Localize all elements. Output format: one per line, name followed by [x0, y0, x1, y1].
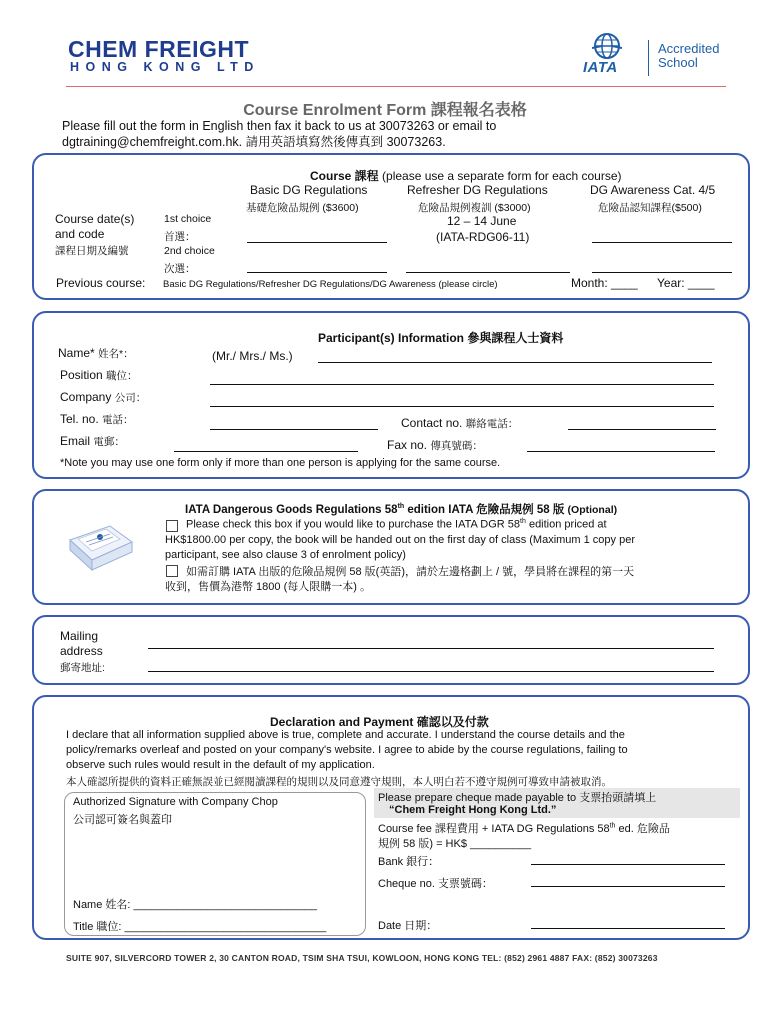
- name-label: [58, 346, 134, 361]
- awareness-first-choice-field[interactable]: [592, 242, 732, 243]
- dgr-optional: (Optional): [567, 504, 618, 516]
- course-col-refresher: Refresher DG Regulations: [407, 183, 548, 197]
- course-col-awareness: DG Awareness Cat. 4/5: [590, 183, 716, 197]
- second-choice-label-zh: 次選：: [164, 263, 196, 275]
- cheque-note: Please prepare cheque made payable to 支票抬頭請填上: [378, 792, 657, 804]
- contact-label-en: Contact no.: [401, 416, 463, 430]
- position-label-zh: 職位：: [106, 370, 138, 382]
- previous-course-label: Previous course:: [56, 276, 146, 290]
- company-field[interactable]: [210, 406, 714, 407]
- dgr-text-1a: Please check this box if you would like to purchase the IATA DGR 58: [186, 518, 521, 531]
- declaration-text-1: I declare that all information supplied above is true, complete and accurate. I understand the course details and the: [66, 729, 625, 741]
- name-field[interactable]: [318, 362, 712, 363]
- previous-course-options[interactable]: Basic DG Regulations/Refresher DG Regulations/DG Awareness (please circle): [163, 279, 498, 290]
- position-field[interactable]: [210, 384, 714, 385]
- date-field[interactable]: [531, 928, 725, 929]
- declaration-text-2: policy/remarks overleaf and posted on your company's website. I agree to abide by the course regulations, failing to: [66, 744, 628, 756]
- mailing-label-1: Mailing: [60, 629, 99, 643]
- refresher-date: 12 – 14 June: [447, 214, 517, 228]
- course-fee-amount-field[interactable]: 規例 58 版) = HK$ __________: [378, 838, 532, 850]
- name-prefix: (Mr./ Mrs./ Ms.): [212, 349, 293, 363]
- previous-year-field[interactable]: Year: ____: [657, 276, 715, 290]
- declaration-heading: Declaration and Payment 確認以及付款: [270, 715, 489, 729]
- dgr-heading-a: IATA Dangerous Goods Regulations 58: [185, 504, 398, 516]
- course-fee-a: Course fee 課程費用 + IATA DG Regulations 58: [378, 823, 610, 835]
- second-choice-label: 2nd choice: [164, 245, 215, 257]
- course-col-basic: Basic DG Regulations: [250, 183, 368, 197]
- email-field[interactable]: [174, 451, 358, 452]
- signature-label-zh: 公司認可簽名與蓋印: [73, 814, 172, 826]
- course-col-basic-zh: 基礎危險品規例 ($3600): [246, 202, 359, 214]
- cheque-no-field[interactable]: [531, 886, 725, 887]
- course-fee-line: [378, 820, 670, 836]
- dgr-purchase-checkbox-zh[interactable]: [166, 565, 178, 577]
- mailing-section: [32, 615, 750, 685]
- bank-field[interactable]: [531, 864, 725, 865]
- cheque-payee: “Chem Freight Hong Kong Ltd.”: [389, 804, 557, 816]
- name-label-en: Name*: [58, 346, 95, 360]
- course-col-awareness-zh: 危險品認知課程($500): [598, 202, 702, 214]
- first-choice-label: 1st choice: [164, 213, 212, 225]
- intro-line-1: Please fill out the form in English then fax it back to us at 30073263 or email to: [62, 119, 497, 133]
- company-label-en: Company: [60, 390, 112, 404]
- dgr-heading-sup: th: [397, 503, 405, 511]
- dgr-text-1-sup: th: [520, 518, 526, 525]
- footer-address: SUITE 907, SILVERCORD TOWER 2, 30 CANTON ROAD, TSIM SHA TSUI, KOWLOON, HONG KONG TEL: (852) 2961 4887 FAX: (852) 30073263: [66, 953, 658, 963]
- logo-divider: [648, 40, 649, 76]
- email-label: [60, 434, 125, 449]
- mailing-address-line-1[interactable]: [148, 648, 714, 649]
- company-label: [60, 390, 146, 405]
- basic-first-choice-field[interactable]: [247, 242, 387, 243]
- dgr-text-2: HK$1800.00 per copy, the book will be handed out on the first day of class (Maximum 1 copy per: [165, 534, 635, 546]
- signer-title-field[interactable]: Title 職位: _________________________________: [73, 921, 327, 933]
- dgr-heading-b: edition IATA 危險品規例 58 版: [404, 504, 565, 516]
- course-heading: [310, 167, 622, 184]
- company-logo-title: CHEM FREIGHT: [68, 36, 250, 62]
- dgr-book-icon: [64, 520, 136, 576]
- accredited-school-label: [658, 42, 719, 70]
- basic-second-choice-field[interactable]: [247, 272, 387, 273]
- mailing-label-2: address: [60, 644, 103, 658]
- iata-logo-text: IATA: [583, 59, 618, 76]
- course-code-label: and code: [55, 227, 105, 241]
- signature-label: Authorized Signature with Company Chop: [73, 796, 278, 808]
- declaration-text-zh: 本人確認所提供的資料正確無誤並已經閱讀課程的規則以及同意遵守規則，本人明白若不遵守規例可導致申請被取消。: [66, 776, 612, 788]
- mailing-address-line-2[interactable]: [148, 671, 714, 672]
- tel-label-en: Tel. no.: [60, 412, 99, 426]
- iata-globe-icon: [592, 31, 622, 61]
- fax-label: [387, 438, 483, 453]
- name-label-zh: 姓名*：: [98, 348, 134, 360]
- previous-month-field[interactable]: Month: ____: [571, 276, 638, 290]
- refresher-code: (IATA-RDG06-11): [436, 230, 530, 244]
- dgr-text-zh-1: 如需訂購 IATA 出版的危險品規例 58 版(英語)，請於左邊格劃上 / 號，學員將在課程的第一天: [186, 566, 635, 578]
- form-intro: [62, 118, 702, 150]
- contact-label-zh: 聯絡電話：: [465, 418, 519, 430]
- participant-note: *Note you may use one form only if more than one person is applying for the same course.: [60, 457, 501, 469]
- cheque-no-label: Cheque no. 支票號碼：: [378, 878, 493, 890]
- signer-name-field[interactable]: Name 姓名: ______________________________: [73, 899, 318, 911]
- fax-field[interactable]: [527, 451, 715, 452]
- participant-heading: Participant(s) Information 參與課程人士資料: [318, 331, 564, 345]
- company-label-zh: 公司：: [114, 392, 147, 404]
- date-label: Date 日期：: [378, 920, 438, 932]
- tel-label: [60, 412, 134, 427]
- course-heading-note: (please use a separate form for each course): [382, 169, 622, 183]
- course-col-refresher-zh: 危險品規例複訓 ($3000): [418, 202, 531, 214]
- company-logo-subtitle: HONG KONG LTD: [70, 60, 260, 74]
- dgr-text-3: participant, see also clause 3 of enrolment policy): [165, 549, 406, 561]
- intro-line-2: dgtraining@chemfreight.com.hk. 請用英語填寫然後傳真到 30073263.: [62, 135, 446, 149]
- contact-label: [401, 416, 518, 431]
- form-title: Course Enrolment Form 課程報名表格: [243, 102, 527, 119]
- contact-field[interactable]: [568, 429, 716, 430]
- dgr-purchase-checkbox[interactable]: [166, 520, 178, 532]
- fax-label-en: Fax no.: [387, 438, 428, 452]
- declaration-text-3: observe such rules would result in the default of my application.: [66, 759, 375, 771]
- course-heading-label: Course 課程: [310, 169, 379, 183]
- accredited-line-2: School: [658, 55, 698, 70]
- header-rule: [66, 86, 726, 87]
- tel-label-zh: 電話：: [102, 414, 134, 426]
- email-label-zh: 電郵：: [93, 436, 125, 448]
- course-date-label-zh: 課程日期及編號: [55, 245, 129, 257]
- course-fee-sup: th: [609, 822, 616, 830]
- dgr-text-1b: edition priced at: [525, 518, 607, 531]
- email-label-en: Email: [60, 434, 91, 448]
- awareness-second-choice-field[interactable]: [592, 272, 732, 273]
- dgr-heading: [185, 501, 617, 517]
- tel-field[interactable]: [210, 429, 378, 430]
- dgr-text-1: [186, 518, 607, 531]
- bank-label: Bank 銀行：: [378, 856, 440, 868]
- fax-label-zh: 傳真號碼：: [430, 440, 483, 452]
- course-fee-b: ed. 危險品: [615, 823, 670, 835]
- dgr-text-zh-2: 收到，售價為港幣 1800 (每人限購一本) 。: [165, 581, 371, 593]
- accredited-line-1: Accredited: [658, 41, 720, 56]
- course-date-label: Course date(s): [55, 212, 135, 226]
- refresher-second-choice-field[interactable]: [406, 272, 570, 273]
- position-label: [60, 368, 138, 383]
- mailing-label-zh: 郵寄地址:: [60, 662, 105, 674]
- first-choice-label-zh: 首選：: [164, 231, 196, 243]
- position-label-en: Position: [60, 368, 103, 382]
